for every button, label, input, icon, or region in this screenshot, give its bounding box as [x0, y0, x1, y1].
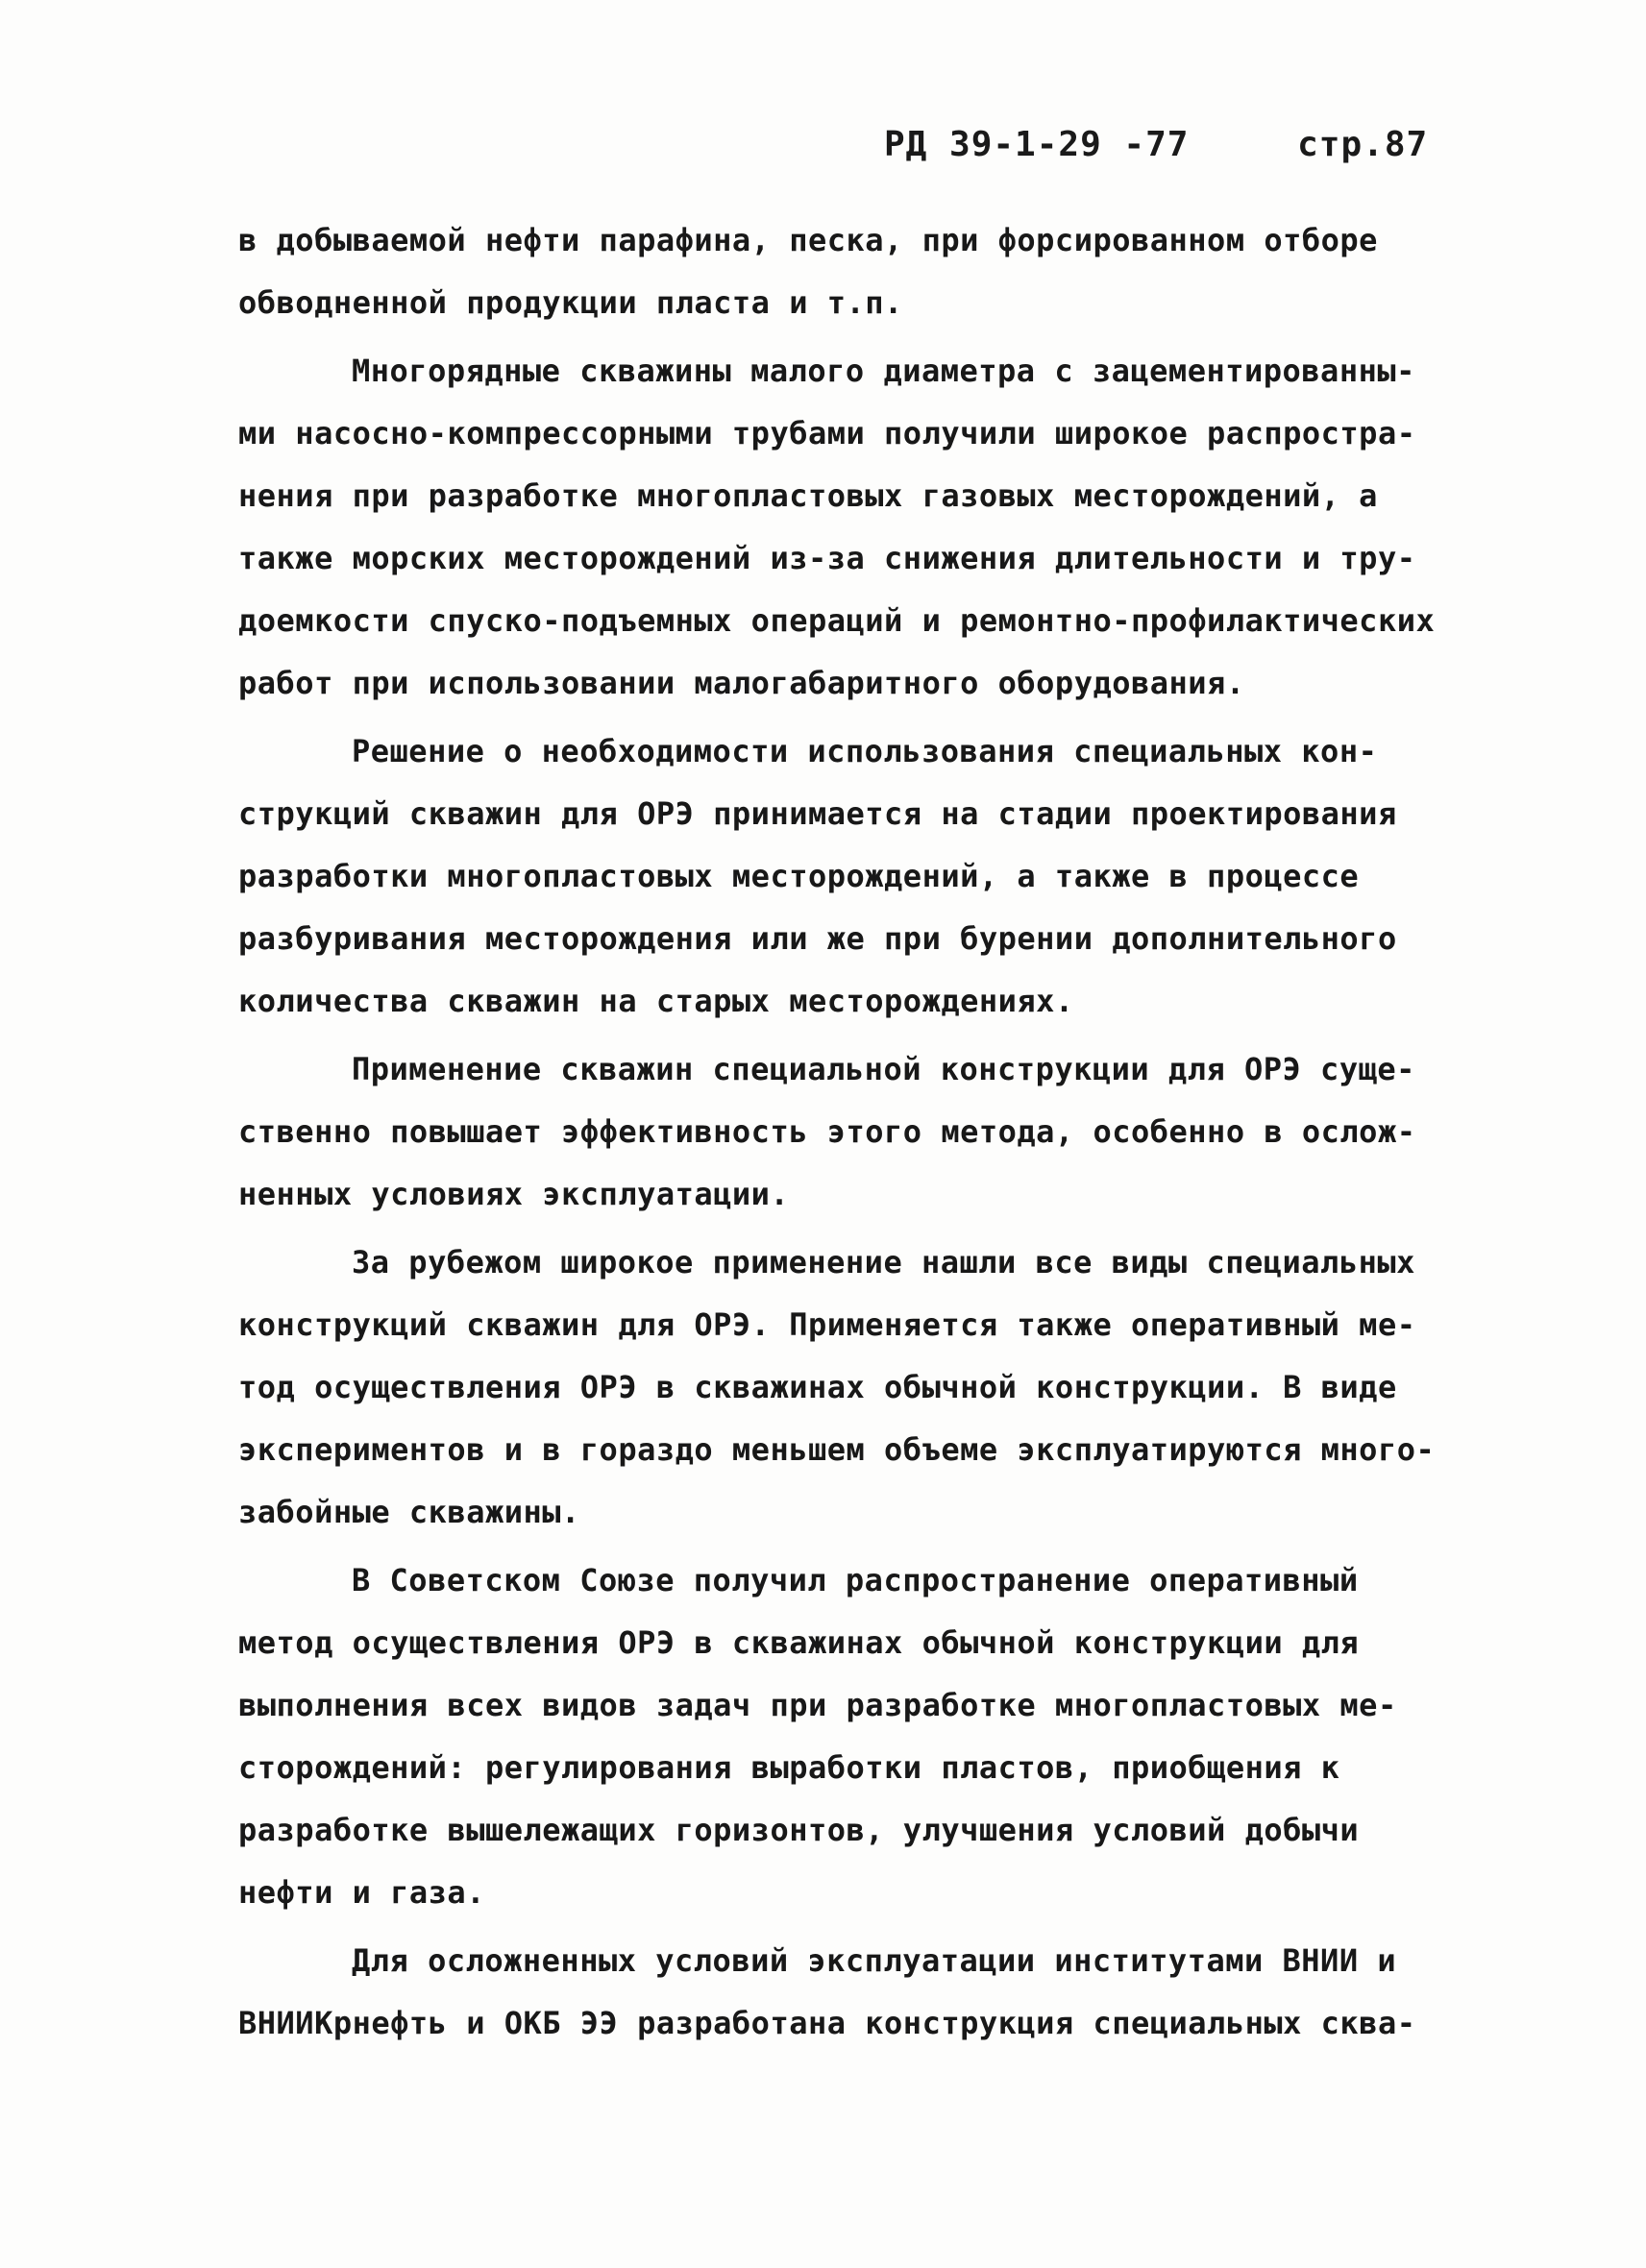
text-line: метод осуществления ОРЭ в скважинах обычной конструкции для [238, 1624, 1360, 1661]
text-line: разработки многопластовых месторождений, а также в процессе [238, 858, 1360, 894]
text-line: ственно повышает эффективность этого метода, особенно в ослож- [238, 1113, 1416, 1150]
paragraph-first-line: За рубежом широкое применение нашли все виды специальных [352, 1244, 1415, 1280]
text-line: выполнения всех видов задач при разработке многопластовых ме- [238, 1687, 1397, 1723]
text-line: ВНИИКрнефть и ОКБ ЭЭ разработана конструкция специальных сква- [238, 2005, 1416, 2041]
document-code: РД 39-1-29 -77 [884, 125, 1190, 164]
paragraph-first-line: Для осложненных условий эксплуатации институтами ВНИИ и [352, 1942, 1397, 1979]
text-line: разбуривания месторождения или же при бурении дополнительного [238, 920, 1397, 957]
document-body [238, 209, 1478, 2055]
text-line: струкций скважин для ОРЭ принимается на стадии проектирования [238, 795, 1397, 832]
text-line: доемкости спуско-подъемных операций и ремонтно-профилактических [238, 602, 1436, 639]
text-line: конструкций скважин для ОРЭ. Применяется также оперативный ме- [238, 1306, 1416, 1343]
text-line: тод осуществления ОРЭ в скважинах обычной конструкции. В виде [238, 1369, 1397, 1405]
text-line: экспериментов и в гораздо меньшем объеме эксплуатируются много- [238, 1431, 1436, 1468]
text-line: разработке вышележащих горизонтов, улучшения условий добычи [238, 1812, 1360, 1848]
page-number: стр.87 [1297, 125, 1429, 164]
text-line: забойные скважины. [238, 1494, 580, 1530]
text-line: также морских месторождений из-за снижения длительности и тру- [238, 540, 1416, 576]
paragraph-first-line: Многорядные скважины малого диаметра с зацементированны- [352, 353, 1415, 389]
paragraph-first-line: Применение скважин специальной конструкции для ОРЭ суще- [352, 1051, 1415, 1087]
text-line: нения при разработке многопластовых газовых месторождений, а [238, 477, 1378, 514]
text-line: ненных условиях эксплуатации. [238, 1176, 790, 1212]
text-line: ми насосно-компрессорными трубами получили широкое распростра- [238, 415, 1416, 451]
text-line: нефти и газа. [238, 1874, 485, 1911]
text-line: работ при использовании малогабаритного оборудования. [238, 665, 1245, 701]
text-line: сторождений: регулирования выработки пластов, приобщения к [238, 1749, 1340, 1786]
text-line: в добываемой нефти парафина, песка, при форсированном отборе [238, 222, 1378, 258]
text-line: количества скважин на старых месторождениях. [238, 983, 1074, 1019]
paragraph-first-line: Решение о необходимости использования специальных кон- [352, 733, 1378, 769]
page-header [884, 125, 1428, 164]
text-line: обводненной продукции пласта и т.п. [238, 284, 903, 321]
paragraph-first-line: В Советском Союзе получил распространение оперативный [352, 1562, 1359, 1598]
